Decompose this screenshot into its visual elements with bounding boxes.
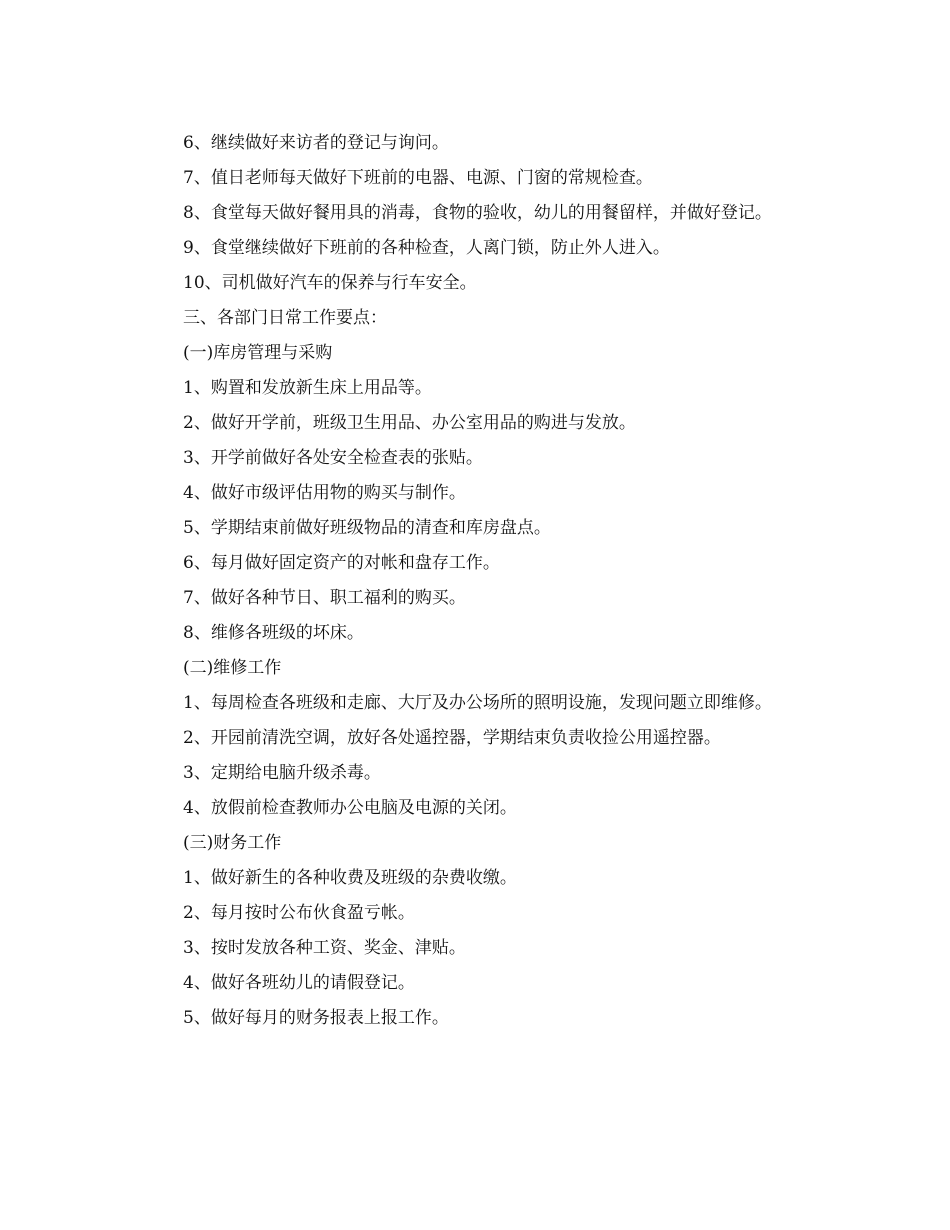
- subsection-heading-3: (三)财务工作: [183, 833, 282, 853]
- section-heading-3: 三、各部门日常工作要点：: [183, 308, 387, 328]
- document-body: [146, 126, 806, 1036]
- paragraph-1: 6、继续做好来访者的登记与询问。: [183, 133, 449, 153]
- paragraph-12: 5、学期结束前做好班级物品的清查和库房盘点。: [183, 518, 551, 538]
- paragraph-23: 2、每月按时公布伙食盈亏帐。: [183, 903, 415, 923]
- paragraph-18: 2、开园前清洗空调，放好各处遥控器，学期结束负责收捡公用遥控器。: [183, 728, 721, 748]
- paragraph-15: 8、维修各班级的坏床。: [183, 623, 364, 643]
- paragraph-17: 1、每周检查各班级和走廊、大厅及办公场所的照明设施，发现问题立即维修。: [183, 693, 772, 713]
- paragraph-19: 3、定期给电脑升级杀毒。: [183, 763, 381, 783]
- paragraph-13: 6、每月做好固定资产的对帐和盘存工作。: [183, 553, 500, 573]
- paragraph-11: 4、做好市级评估用物的购买与制作。: [183, 483, 466, 503]
- paragraph-2: 7、值日老师每天做好下班前的电器、电源、门窗的常规检查。: [183, 168, 653, 188]
- paragraph-9: 2、做好开学前，班级卫生用品、办公室用品的购进与发放。: [183, 413, 636, 433]
- subsection-heading-1: (一)库房管理与采购: [183, 343, 333, 363]
- paragraph-10: 3、开学前做好各处安全检查表的张贴。: [183, 448, 483, 468]
- paragraph-5: 10、司机做好汽车的保养与行车安全。: [183, 273, 477, 293]
- paragraph-4: 9、食堂继续做好下班前的各种检查，人离门锁，防止外人进入。: [183, 238, 670, 258]
- paragraph-22: 1、做好新生的各种收费及班级的杂费收缴。: [183, 868, 517, 888]
- paragraph-25: 4、做好各班幼儿的请假登记。: [183, 973, 415, 993]
- subsection-heading-2: (二)维修工作: [183, 658, 282, 678]
- paragraph-8: 1、购置和发放新生床上用品等。: [183, 378, 432, 398]
- paragraph-3: 8、食堂每天做好餐用具的消毒，食物的验收，幼儿的用餐留样，并做好登记。: [183, 203, 772, 223]
- paragraph-20: 4、放假前检查教师办公电脑及电源的关闭。: [183, 798, 517, 818]
- paragraph-14: 7、做好各种节日、职工福利的购买。: [183, 588, 466, 608]
- paragraph-26: 5、做好每月的财务报表上报工作。: [183, 1008, 449, 1028]
- paragraph-24: 3、按时发放各种工资、奖金、津贴。: [183, 938, 466, 958]
